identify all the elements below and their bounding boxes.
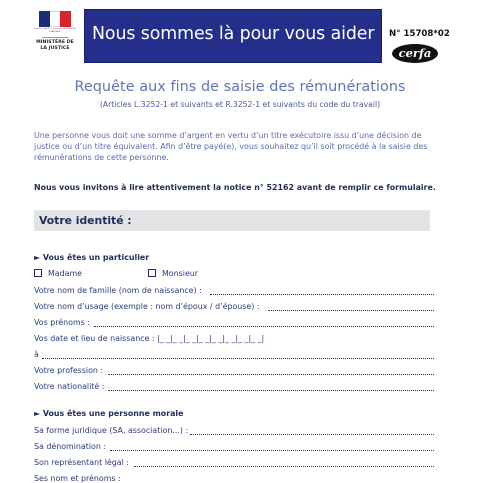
header-banner	[84, 9, 382, 63]
prenoms-field[interactable]	[94, 326, 434, 327]
intro-paragraph: Une personne vous doit une somme d’argent en vertu d’un titre exécutoire issu d’une décision de justice ou d’un titre équivalent. Afin d’être payé(e), vous souhaitez qu’il soit procédé à la saisie des rémunérations de cette personne.	[34, 131, 428, 162]
cerfa-number: N° 15708*02	[389, 29, 450, 39]
lieu-a-label: à	[34, 350, 39, 359]
denomination-label: Sa dénomination :	[34, 442, 107, 451]
forme-juridique-field[interactable]	[190, 434, 434, 435]
nom-usage-label: Votre nom d’usage (exemple : nom d’époux / d’épouse) :	[34, 302, 260, 311]
representant-label: Son représentant légal :	[34, 458, 129, 467]
form-title: Requête aux fins de saisie des rémunérations	[74, 79, 406, 95]
monsieur-label: Monsieur	[162, 269, 199, 278]
section-header-identity	[34, 210, 430, 231]
personne-morale-heading: ► Vous êtes une personne morale	[34, 409, 184, 418]
logo-motto: Liberté • Égalité • Fraternité RÉPUBLIQUE FRANÇAISE	[34, 28, 76, 33]
banner-title: Nous sommes là pour vous aider	[92, 24, 375, 44]
republique-francaise-logo	[34, 8, 76, 62]
cerfa-logo	[392, 44, 438, 63]
nom-usage-field[interactable]	[268, 310, 434, 311]
denomination-field[interactable]	[110, 450, 434, 451]
madame-label: Madame	[48, 269, 83, 278]
section-title: Votre identité :	[39, 214, 132, 227]
nom-famille-field[interactable]	[210, 294, 434, 295]
french-flag-icon	[39, 11, 71, 27]
nationalite-field[interactable]	[108, 390, 434, 391]
ministry-name: MINISTÈRE DE LA JUSTICE	[36, 40, 74, 51]
representant-field[interactable]	[134, 466, 434, 467]
profession-field[interactable]	[108, 374, 434, 375]
nom-famille-label: Votre nom de famille (nom de naissance) :	[34, 286, 202, 295]
notice-instruction: Nous vous invitons à lire attentivement la notice n° 52162 avant de remplir ce formulaire.	[34, 183, 436, 192]
lieu-naissance-field[interactable]	[42, 358, 434, 359]
madame-checkbox[interactable]	[34, 269, 42, 277]
nom-prenoms-label: Ses nom et prénoms :	[34, 474, 121, 483]
logo-divider	[42, 37, 68, 38]
forme-juridique-label: Sa forme juridique (SA, association...) :	[34, 426, 189, 435]
form-subtitle: (Articles L.3252-1 et suivants et R.3252-1 et suivants du code du travail)	[99, 100, 381, 109]
monsieur-checkbox[interactable]	[148, 269, 156, 277]
prenoms-label: Vos prénoms :	[34, 318, 90, 327]
naissance-label: Vos date et lieu de naissance : |_ _|_ _|_ _|_ _|_ _|_ _|_ _|_ _|	[34, 334, 265, 343]
particulier-heading: ► Vous êtes un particulier	[34, 253, 150, 262]
cerfa-logo-text: cerfa	[398, 46, 432, 60]
profession-label: Votre profession :	[34, 366, 104, 375]
nationalite-label: Votre nationalité :	[34, 382, 105, 391]
